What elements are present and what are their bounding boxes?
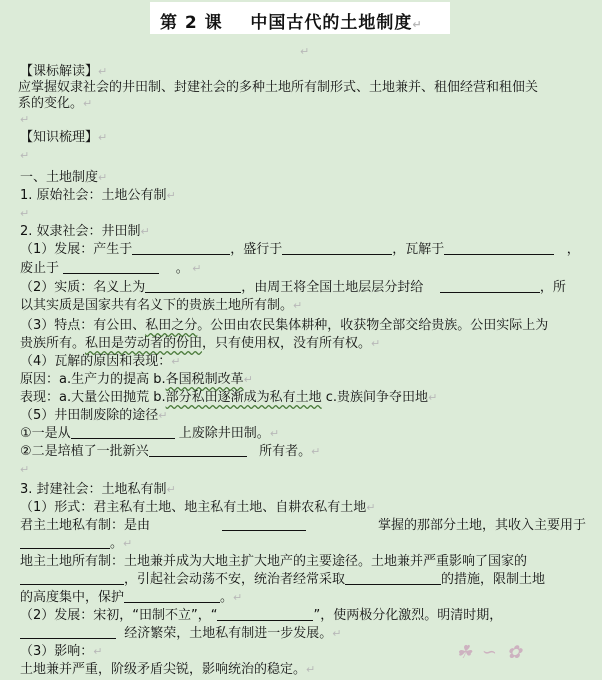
heading-feudal-society: 3. 封建社会：土地私有制↵	[20, 482, 176, 497]
text-manifestations: 表现：a.大量公田抛荒 b.部分私田逐渐成为私有土地 c.贵族间争夺田地↵	[20, 390, 438, 405]
text-impact: 土地兼并严重，阶级矛盾尖锐，影响统治的稳定。↵	[20, 662, 316, 677]
fill-line-monarch: 君主土地私有制：是由 掌握的那部分土地，其收入主要用于	[20, 518, 586, 533]
text-causes: 原因：a.生产力的提高 b.各国税制改革↵	[20, 372, 253, 387]
fill-line-monarch-cont: 。↵	[20, 536, 132, 552]
blank-field[interactable]	[145, 280, 241, 293]
text-collapse-heading: （4）瓦解的原因和表现：↵	[20, 354, 181, 369]
blank-field[interactable]	[20, 572, 124, 585]
para-mark: ↵	[20, 149, 30, 162]
lesson-title: 第 2 课 中国古代的土地制度↵	[160, 13, 423, 33]
text-features: （3）特点：有公田、私田之分。公田由农民集体耕种，收获物全部交给贵族。公田实际上为	[20, 318, 549, 333]
blank-field[interactable]	[222, 518, 306, 531]
text-features-cont: 贵族所有。私田是劳动者的份田，只有使用权，没有所有权。↵	[20, 336, 381, 351]
fill-line-development-cont: 经济繁荣，土地私有制进一步发展。↵	[20, 626, 342, 642]
blank-field[interactable]	[444, 242, 554, 255]
text-essence-cont: 以其实质是国家共有名义下的贵族土地所有制。↵	[20, 298, 303, 313]
section-heading-knowledge: 【知识梳理】↵	[20, 130, 108, 145]
blank-field[interactable]	[132, 242, 230, 255]
blank-field[interactable]	[149, 444, 247, 457]
para-mark: ↵	[20, 463, 30, 476]
fill-line-abolished: 废止于 。 ↵	[20, 261, 202, 276]
text-forms: （1）形式：君主私有土地、地主私有土地、自耕农私有土地↵	[20, 500, 376, 515]
fill-line-development: （1）发展：产生于 ，盛行于 ，瓦解于 ，	[20, 242, 580, 257]
para-mark: ↵	[20, 113, 30, 126]
fill-line-path-one: ①一是从 上废除井田制。↵	[20, 426, 280, 441]
blank-field[interactable]	[282, 242, 392, 255]
blank-field[interactable]	[124, 590, 220, 603]
curriculum-text-cont: 系的变化。↵	[18, 96, 93, 111]
para-mark: ↵	[20, 207, 30, 220]
text-abolish-path: （5）井田制废除的途径↵	[20, 408, 168, 423]
para-mark: ↵	[300, 45, 310, 58]
blank-field[interactable]	[71, 426, 175, 439]
curriculum-text: 应掌握奴隶社会的井田制、封建社会的多种土地所有制形式、土地兼并、租佃经营和租佃关	[18, 80, 539, 95]
heading-slave-society: 2. 奴隶社会：井田制↵	[20, 224, 150, 239]
text-impact-heading: （3）影响：↵	[20, 644, 103, 659]
watermark-logo: ☘ ∽ ✿	[456, 642, 524, 663]
blank-field[interactable]	[440, 280, 540, 293]
blank-field[interactable]	[345, 572, 441, 585]
fill-line-landlord-cont: ，引起社会动荡不安，统治者经常采取 的措施，限制土地	[20, 572, 545, 588]
fill-line-landlord-end: 的高度集中，保护 。↵	[20, 590, 243, 605]
blank-field[interactable]	[20, 626, 116, 639]
fill-line-development-feudal: （2）发展：宋初，“田制不立”，“ ”，使两极分化激烈。明清时期，	[20, 608, 503, 623]
fill-line-essence: （2）实质：名义上为 ，由周王将全国土地层层分封给 ，所	[20, 280, 566, 295]
section-heading-curriculum: 【课标解读】↵	[20, 64, 108, 79]
text-primitive-society: 1. 原始社会：土地公有制↵	[20, 188, 176, 203]
blank-field[interactable]	[63, 261, 159, 274]
heading-land-system: 一、土地制度↵	[20, 170, 108, 185]
blank-field[interactable]	[217, 608, 313, 621]
fill-line-path-two: ②二是培植了一批新兴 所有者。↵	[20, 444, 321, 459]
text-landlord: 地主土地所有制：土地兼并成为大地主扩大地产的主要途径。土地兼并严重影响了国家的	[20, 554, 528, 569]
blank-field[interactable]	[20, 536, 110, 549]
